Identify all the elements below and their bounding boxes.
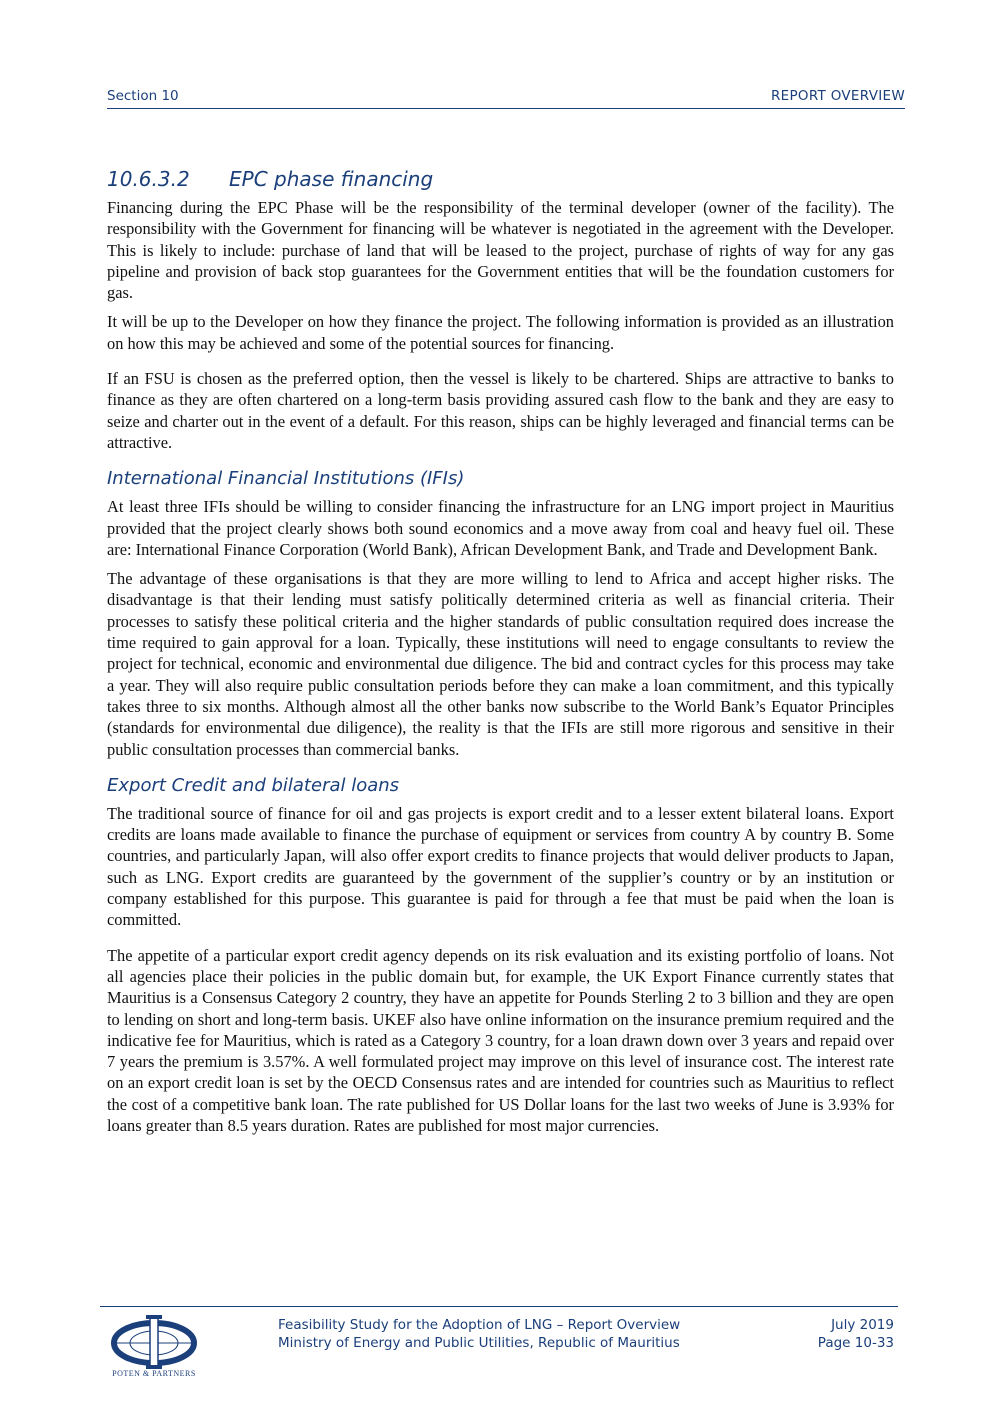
- section-title: EPC phase financing: [229, 167, 434, 191]
- footer-page-number: Page 10-33: [817, 1335, 894, 1351]
- paragraph-export-1: The traditional source of finance for oil and gas projects is export credit and to a lesser extent bilateral loans. Export credits are loans made available to finance the purchase of equipment or services from country A by country B. Some countries, and particularly Japan, will also offer export credits to finance projects that would deliver products to Japan, such as LNG. Export credits are guaranteed by the government of the supplier’s country or by an institution or company established for this purpose. This guarantee is paid for through a fee that must be paid when the loan is committed.: [107, 803, 894, 930]
- footer-title-line2: Ministry of Energy and Public Utilities, Republic of Mauritius: [278, 1335, 680, 1351]
- paragraph-ifi-1: At least three IFIs should be willing to consider financing the infrastructure for an LNG import project in Mauritius provided that the project clearly shows both sound economics and a move away from coal and heavy fuel oil. These are: International Finance Corporation (World Bank), African Development Bank, and Trade and Development Bank.: [107, 497, 894, 559]
- header-section-label: Section 10: [107, 88, 179, 104]
- footer-title-line1: Feasibility Study for the Adoption of LNG – Report Overview: [278, 1317, 681, 1333]
- paragraph-epc-1: Financing during the EPC Phase will be the responsibility of the terminal developer (owner of the facility). The responsibility with the Government for financing will be whatever is negotiated in the agreement with the Developer. This is likely to include: purchase of land that will be leased to the project, purchase of rights of way for any gas pipeline and provision of back stop guarantees for the Government entities that will be the foundation customers for gas.: [107, 198, 894, 303]
- header-report-label: REPORT OVERVIEW: [770, 88, 905, 104]
- paragraph-epc-3: If an FSU is chosen as the preferred option, then the vessel is likely to be chartered. Ships are attractive to banks to finance as they are often chartered on a long-term basis providing assured cash flow to the bank and they are easy to seize and charter out in the event of a default. For this reason, ships can be highly leveraged and financial terms can be attractive.: [107, 369, 894, 452]
- subheading-export-credit: Export Credit and bilateral loans: [107, 774, 400, 796]
- section-heading: [107, 165, 894, 193]
- paragraph-ifi-2: The advantage of these organisations is that they are more willing to lend to Africa and accept higher risks. The disadvantage is that their lending must satisfy politically determined criteria as well as financial criteria. Their processes to satisfy these political criteria and the higher standards of public consultation required does increase the time required to gain approval for a loan. Typically, these institutions will need to engage consultants to review the project for technical, economic and environmental due diligence. The bid and contract cycles for this process may take a year. They will also require public consultation periods before they can make a loan commitment, and this typically takes three to six months. Although almost all the other banks now subscribe to the World Bank’s Equator Principles (standards for environmental due diligence), the reality is that the IFIs are still more rigorous and sensitive in their public consultation processes than commercial banks.: [107, 569, 894, 759]
- paragraph-epc-2: It will be up to the Developer on how they finance the project. The following information is provided as an illustration on how this may be achieved and some of the potential sources for financing.: [107, 312, 894, 353]
- page-footer: [100, 1306, 898, 1387]
- page-content: [107, 165, 894, 1144]
- subheading-ifi: International Financial Institutions (IFIs): [107, 468, 465, 490]
- paragraph-export-2: The appetite of a particular export credit agency depends on its risk evaluation and its existing portfolio of loans. Not all agencies place their policies in the public domain but, for example, the UK Export Finance currently states that Mauritius is a Consensus Category 2 country, they have an appetite for Pounds Sterling 2 to 3 billion and they are open to lending on short and long-term basis. UKEF also have online information on the insurance premium required and the indicative fee for Mauritius, which is rated as a Category 3 country, for a loan drawn down over 3 years and repaid over 7 years the premium is 3.57%. A well formulated project may improve on this level of insurance cost. The interest rate on an export credit loan is set by the OECD Consensus rates and are intended for countries such as Mauritius to reflect the cost of a competitive bank loan. The rate published for US Dollar loans for the last two weeks of June is 3.93% for loans greater than 8.5 years duration. Rates are published for most major currencies.: [107, 945, 894, 1135]
- logo-text: POTEN & PARTNERS: [112, 1369, 196, 1378]
- page-header: [107, 88, 905, 109]
- footer-date: July 2019: [831, 1317, 894, 1333]
- section-number: 10.6.3.2: [107, 167, 190, 191]
